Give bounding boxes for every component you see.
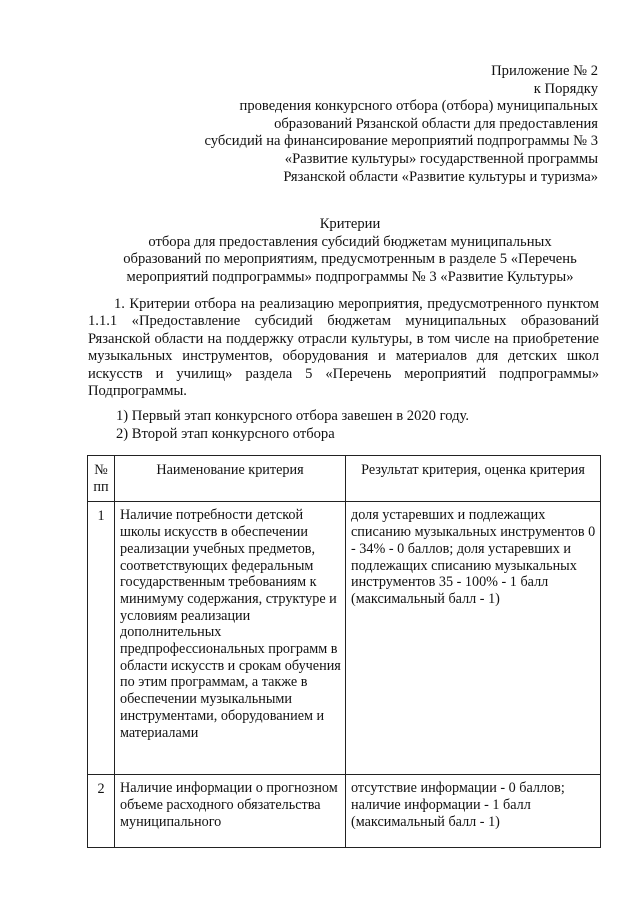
table-row [88,775,601,848]
header-number: № пп [88,456,115,502]
document-title [90,216,610,286]
table-header-row [88,456,601,502]
appendix-line: проведения конкурсного отбора (отбора) муниципальных [239,98,598,115]
table-row [88,502,601,775]
criterion-name: Наличие потребности детской школы искусств в обеспечении реализации учебных предметов, соответствующих федеральным государственным требованиям к минимуму содержания, структуре и условиям реализации дополнительных предпрофессиональных программ в области искусств и срокам обучения по этим программам, а также в обеспечении музыкальными инструментами, оборудованием и материалами [115,502,346,775]
stage-one-text: 1) Первый этап конкурсного отбора завешен в 2020 году. [116,408,470,424]
title-line: образований по мероприятиям, предусмотренным в разделе 5 «Перечень [123,251,577,268]
title-heading: Критерии [319,216,381,232]
criterion-result: доля устаревших и подлежащих списанию музыкальных инструментов 0 - 34% - 0 баллов; доля устаревших и подлежащих списанию музыкальных инструментов 35 - 100% - 1 балл (максимальный балл - 1) [346,502,601,775]
criteria-paragraph: 1. Критерии отбора на реализацию мероприятия, предусмотренного пунктом 1.1.1 «Предоставление субсидий бюджетам муниципальных образований Рязанской области на поддержку отрасли культуры, в том числе на приобретение музыкальных инструментов, оборудования и материалов для детских школ искусств и училищ» раздела 5 «Перечень мероприятий подпрограммы» Подпрограммы. [88,296,599,400]
stage-two-text: 2) Второй этап конкурсного отбора [116,426,335,442]
title-line: отбора для предоставления субсидий бюджетам муниципальных [148,233,552,250]
header-criterion-name: Наименование критерия [115,456,346,502]
title-line: мероприятий подпрограммы» подпрограммы № 3 «Развитие Культуры» [126,268,574,285]
row-number: 2 [88,775,115,848]
header-criterion-result: Результат критерия, оценка критерия [346,456,601,502]
appendix-line: субсидий на финансирование мероприятий подпрограммы № 3 [204,133,598,150]
appendix-line: к Порядку [533,80,598,97]
criterion-name: Наличие информации о прогнозном объеме расходного обязательства муниципального [115,775,346,848]
appendix-line: образований Рязанской области для предоставления [274,115,598,132]
appendix-line: «Развитие культуры» государственной программы [284,150,598,167]
appendix-header [178,63,598,186]
criteria-table [87,455,601,848]
appendix-line: Приложение № 2 [491,63,598,79]
criterion-result: отсутствие информации - 0 баллов; наличие информации - 1 балл (максимальный балл - 1) [346,775,601,848]
row-number: 1 [88,502,115,775]
appendix-line: Рязанской области «Развитие культуры и туризма» [283,168,598,185]
